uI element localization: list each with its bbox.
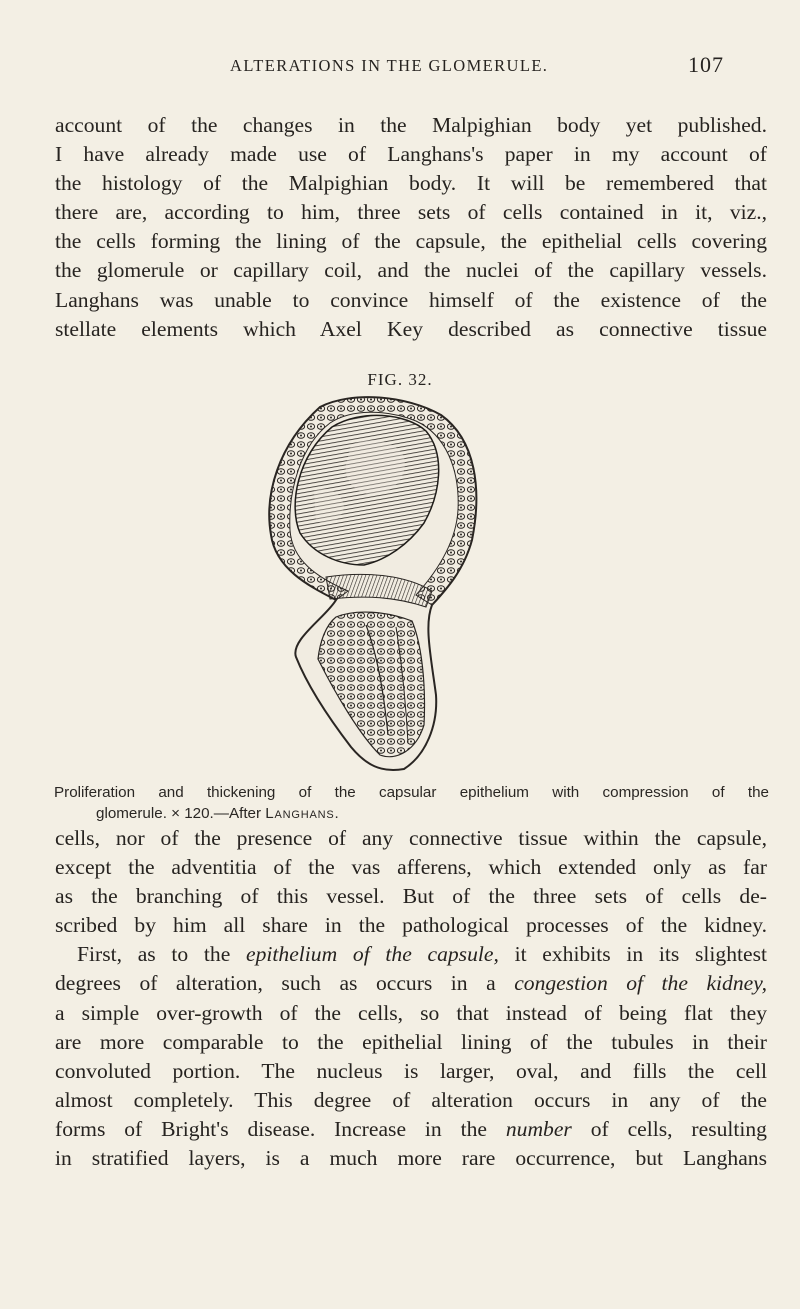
text-run: it exhibits in its slightest [498,942,767,967]
glomerule-engraving [256,395,492,775]
text-run: forms of Bright's disease. Increase in the [55,1116,506,1141]
paragraph-2 [55,824,767,1173]
text-line: cells, nor of the presence of any connective tissue within the capsule, [55,826,767,850]
emphasis-text: congestion of the kidney, [514,971,767,996]
text-line: convoluted portion. The nucleus is larger, oval, and fills the cell [55,1058,767,1083]
text-line: scribed by him all share in the pathological processes of the kidney. [55,913,767,938]
text-run: degrees of alteration, such as occurs in a [55,971,515,996]
text-line [55,1115,767,1144]
text-line: are more comparable to the epithelial lining of the tubules in their [55,1029,767,1054]
text-line: I have already made use of Langhans's paper in my account of [55,142,767,167]
text-line: account of the changes in the Malpighian body yet published. [55,113,767,137]
caption-author: Langhans. [265,805,340,822]
text-line: except the adventitia of the vas afferens, which extended only as far [55,855,767,880]
caption-line-1: Proliferation and thickening of the capsular epithelium with compression of the [54,784,769,801]
emphasis-text: number [505,1116,572,1141]
running-header: ALTERATIONS IN THE GLOMERULE. [230,56,549,75]
text-line: the glomerule or capillary coil, and the nuclei of the capillary vessels. [55,258,767,283]
caption-line-2 [54,803,769,824]
figure-label: FIG. 32. [367,370,433,389]
text-line [55,969,767,998]
text-run: First, as to the [77,942,247,967]
page-number: 107 [688,52,724,77]
figure-caption [54,782,769,824]
text-run: of cells, resulting [571,1116,767,1141]
text-line: a simple over-growth of the cells, so that instead of being flat they [55,1000,767,1025]
text-line: there are, according to him, three sets of cells contained in it, viz., [55,200,767,225]
text-line: in stratified layers, is a much more rare occurrence, but Langhans [55,1146,767,1171]
caption-text: glomerule. × 120.—After [96,805,266,822]
text-line: the cells forming the lining of the capsule, the epithelial cells covering [55,229,767,254]
text-line [55,940,767,969]
text-line: stellate elements which Axel Key described as connective tissue [55,316,767,341]
text-line: Langhans was unable to convince himself of the existence of the [55,287,767,312]
text-line: almost completely. This degree of alteration occurs in any of the [55,1087,767,1112]
paragraph-1 [55,111,767,344]
text-line: as the branching of this vessel. But of the three sets of cells de- [55,884,767,909]
text-line: the histology of the Malpighian body. It will be remembered that [55,171,767,196]
emphasis-text: epithelium of the capsule, [246,942,499,967]
